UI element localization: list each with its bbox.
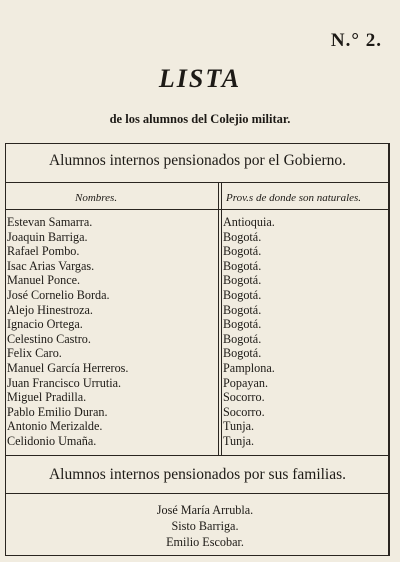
table-row	[0, 259, 400, 274]
student-name: Alejo Hinestroza.	[7, 302, 93, 317]
table-row	[0, 230, 400, 245]
section-header-government: Alumnos internos pensionados por el Gobierno.	[48, 152, 347, 169]
student-name: Manuel Ponce.	[7, 273, 81, 288]
table-row	[0, 215, 400, 230]
column-header-provinces: Prov.s de donde son naturales.	[226, 192, 362, 204]
student-name: Miguel Pradilla.	[7, 390, 87, 405]
student-province: Popayan.	[223, 375, 269, 390]
table-row	[0, 434, 400, 449]
student-province: Pamplona.	[223, 360, 275, 375]
student-province: Antioquia.	[223, 215, 275, 229]
table-row	[0, 346, 400, 361]
section-header-families: Alumnos internos pensionados por sus familias.	[48, 466, 347, 483]
family-student-name: José María Arrubla.	[156, 503, 254, 517]
document-title: LISTA	[158, 64, 242, 93]
student-name: Antonio Merizalde.	[7, 419, 103, 434]
student-province: Bogotá.	[223, 244, 262, 259]
column-header-names: Nombres.	[75, 192, 118, 204]
student-name: Celidonio Umaña.	[7, 433, 97, 448]
student-province: Tunja.	[223, 433, 255, 448]
student-province: Bogotá.	[223, 273, 262, 288]
student-name: Isac Arias Vargas.	[7, 258, 95, 273]
page-number: N.° 2.	[330, 30, 382, 51]
family-student-name: Sisto Barriga.	[171, 519, 239, 533]
student-province: Socorro.	[223, 404, 265, 419]
table-row	[0, 303, 400, 318]
student-province: Bogotá.	[223, 258, 262, 273]
student-name: Pablo Emilio Duran.	[7, 404, 108, 419]
document-subtitle: de los alumnos del Colejio militar.	[109, 112, 291, 126]
table-row	[0, 244, 400, 259]
student-name: Rafael Pombo.	[7, 244, 80, 259]
student-province: Socorro.	[223, 390, 265, 405]
table-row	[0, 405, 400, 420]
student-province: Bogotá.	[223, 302, 262, 317]
student-province: Tunja.	[223, 419, 255, 434]
divider	[5, 455, 390, 456]
table-row	[0, 317, 400, 332]
table-row	[0, 273, 400, 288]
student-name: Joaquin Barriga.	[7, 229, 88, 244]
student-name: Juan Francisco Urrutia.	[7, 375, 122, 390]
divider	[5, 182, 390, 183]
divider	[5, 209, 390, 210]
student-province: Bogotá.	[223, 331, 262, 346]
family-student-name: Emilio Escobar.	[166, 535, 244, 549]
student-name: Ignacio Ortega.	[7, 317, 83, 332]
student-name: Estevan Samarra.	[7, 215, 93, 229]
student-province: Bogotá.	[223, 287, 262, 302]
student-province: Bogotá.	[223, 317, 262, 332]
table-row	[0, 376, 400, 391]
table-row	[0, 361, 400, 376]
student-name: Manuel García Herreros.	[7, 360, 129, 375]
student-name: José Cornelio Borda.	[7, 287, 110, 302]
table-row	[0, 288, 400, 303]
student-name: Felix Caro.	[7, 346, 62, 361]
table-row	[0, 419, 400, 434]
student-name: Celestino Castro.	[7, 331, 91, 346]
table-row	[0, 332, 400, 347]
divider	[5, 493, 390, 494]
student-province: Bogotá.	[223, 229, 262, 244]
student-list	[0, 215, 400, 449]
family-student-list	[0, 502, 400, 550]
table-row	[0, 390, 400, 405]
student-province: Bogotá.	[223, 346, 262, 361]
